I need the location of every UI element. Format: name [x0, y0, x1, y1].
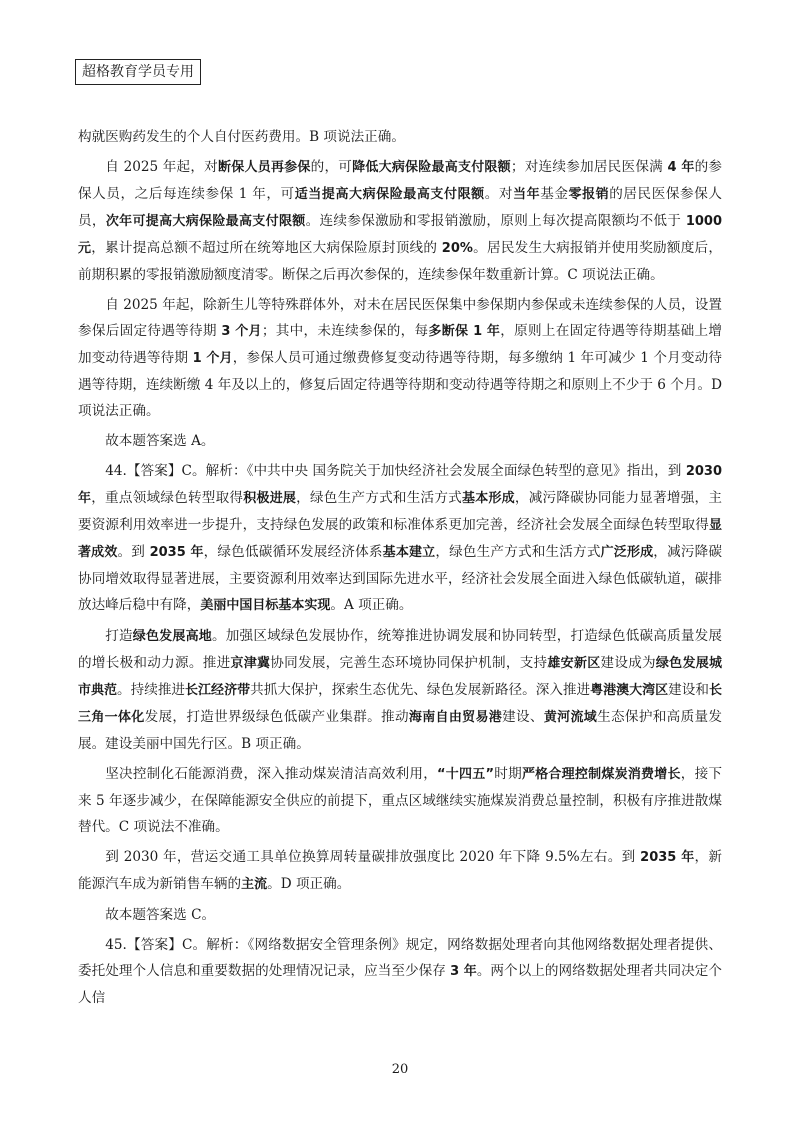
bold-text: 1 个月	[192, 351, 233, 366]
text-run: ，减污降碳协同增效取得显著进展，主要资源利用效率达到国际先进水平，经济社会发展全面进入绿色低碳轨道，碳排放达峰后稳中有降，	[78, 544, 722, 613]
bold-text: 基本形成	[462, 491, 515, 506]
paragraph	[78, 124, 722, 150]
bold-text: 3 个月	[221, 324, 262, 339]
text-run: 自 2025 年起，除新生儿等特殊群体外，对未在居民医保集中参保期内参保或未连续参保的人员，设置参保后固定待遇等待期	[78, 297, 722, 339]
bold-text: 3 年	[450, 964, 477, 979]
text-run: 构就医购药发生的个人自付医药费用。B 项说法正确。	[78, 129, 405, 145]
text-run: 打造	[105, 628, 133, 644]
paragraph	[78, 902, 722, 928]
text-run: ，参保人员可通过缴费修复变动待遇等待期，每多缴纳 1 年可减少 1 个月变动待遇等待期，连续断缴 4 年及以上的，修复后固定待遇等待期和变动待遇等待期之和原则上不少于 6 个月。D 项说法正确。	[78, 350, 722, 419]
text-run: 协同发展，完善生态环境协同保护机制，支持	[270, 655, 548, 671]
paragraph	[78, 154, 722, 288]
bold-text: 绿色发展城市典范	[78, 656, 722, 698]
text-run: 到 2030 年，营运交通工具单位换算周转量碳排放强度比 2020 年下降 9.5%左右。到	[105, 849, 641, 865]
text-run: ；对连续参加居民医保满	[510, 159, 668, 175]
text-run: ，重点领域绿色转型取得	[91, 490, 244, 506]
paragraph	[78, 761, 722, 840]
bold-text: 美丽中国目标基本实现	[200, 598, 331, 613]
document-body	[78, 124, 722, 1015]
text-run: 。持续推进	[117, 682, 186, 698]
paragraph	[78, 844, 722, 898]
text-run: ，绿色低碳循环发展经济体系	[203, 544, 383, 560]
text-run: 共抓大保护，探索生态优先、绿色发展新路径。深入推进	[250, 682, 591, 698]
text-run: ，原则上在固定待遇等待期基础上增加变动待遇等待期	[78, 323, 723, 366]
bold-text: 零报销	[568, 187, 610, 202]
text-run: 。A 项正确。	[330, 597, 413, 613]
text-run: 。加强区域绿色发展协作，统筹推进协调发展和协同转型，打造绿色低碳高质量发展的增长极和动力源。推进	[78, 628, 723, 671]
bold-text: 积极进展	[243, 491, 297, 506]
bold-text: 基本建立	[382, 545, 436, 560]
text-run: 45.【答案】C。解析：《网络数据安全管理条例》规定，网络数据处理者向其他网络数据处理者提供、委托处理个人信息和重要数据的处理情况记录，应当至少保存	[78, 937, 722, 979]
bold-text: 2035 年	[640, 850, 695, 865]
paragraph	[78, 932, 722, 1011]
text-run: 发展，打造世界级绿色低碳产业集群。推动	[144, 709, 409, 725]
text-run: 生态保护和高质量发展。建设美丽中国先行区。B 项正确。	[78, 709, 722, 752]
bold-text: 长江经济带	[185, 683, 251, 698]
text-run: 的，可	[310, 159, 353, 175]
text-run: 。居民发生大病报销并使用奖励额度后，前期积累的零报销激励额度清零。断保之后再次参保的，连续参保年数重新计算。C 项说法正确。	[78, 240, 722, 283]
bold-text: 多断保 1 年	[428, 324, 501, 339]
text-run: ，绿色生产方式和生活方式	[435, 544, 601, 560]
text-run: ，减污降碳协同能力显著增强，主要资源利用效率进一步提升，支持绿色发展的政策和标准体系更加完善，经济社会发展全面绿色转型取得	[78, 490, 722, 533]
text-run: 建设、	[502, 709, 544, 725]
bold-text: 适当提高大病保险最高支付限额	[294, 187, 485, 202]
bold-text: 海南自由贸易港	[408, 710, 503, 725]
text-run: 。到	[117, 544, 150, 560]
text-run: ；其中，未连续参保的，每	[261, 323, 429, 339]
paragraph	[78, 428, 722, 454]
text-run: 。对	[484, 186, 514, 202]
paragraph	[78, 458, 722, 619]
bold-text: 绿色发展高地	[132, 629, 212, 644]
text-run: 坚决控制化石能源消费，深入推动煤炭清洁高效利用，	[105, 766, 438, 782]
bold-text: 4 年	[667, 160, 695, 175]
paragraph	[78, 623, 722, 757]
bold-text: 雄安新区	[547, 656, 601, 671]
bold-text: 2030 年	[78, 464, 722, 506]
text-run: 。两个以上的网络数据处理者共同决定个人信	[78, 963, 722, 1006]
text-run: ，绿色生产方式和生活方式	[296, 490, 462, 506]
bold-text: 次年可提高大病保险最高支付限额	[105, 214, 306, 229]
text-run: ，接下来 5 年逐步减少，在保障能源安全供应的前提下，重点区域继续实施煤炭消费总量控制，积极有序推进散煤替代。C 项说法不准确。	[78, 766, 722, 835]
bold-text: 显著成效	[78, 518, 722, 560]
bold-text: “十四五”	[437, 767, 495, 782]
bold-text: 广泛形成	[600, 545, 654, 560]
bold-text: 粤港澳大湾区	[590, 683, 669, 698]
header-badge: 超格教育学员专用	[75, 59, 201, 85]
text-run: 的参保人员，之后每连续参保 1 年，可	[78, 159, 722, 202]
bold-text: 2035 年	[149, 545, 204, 560]
text-run: 。连续参保激励和零报销激励，原则上每次提高限额均不低于	[305, 213, 686, 229]
text-run: 的居民医保参保人员，	[78, 186, 722, 229]
text-run: 基金	[540, 186, 569, 202]
page-number: 20	[391, 1062, 409, 1077]
bold-text: 1000 元	[78, 214, 722, 256]
text-run: 。D 项正确。	[267, 876, 351, 892]
text-run: 故本题答案选 C。	[105, 907, 216, 923]
bold-text: 降低大病保险最高支付限额	[352, 160, 511, 175]
bold-text: 黄河流域	[543, 710, 598, 725]
text-run: 建设成为	[600, 655, 656, 671]
bold-text: 20%	[441, 241, 473, 256]
bold-text: 严格合理控制煤炭消费增长	[521, 767, 681, 782]
bold-text: 京津冀	[230, 656, 271, 671]
bold-text: 主流	[241, 877, 268, 892]
text-run: 故本题答案选 A。	[105, 433, 215, 449]
bold-text: 断保人员再参保	[218, 160, 311, 175]
text-run: 自 2025 年起，对	[105, 159, 219, 175]
paragraph	[78, 292, 722, 424]
text-run: ，新能源汽车成为新销售车辆的	[78, 849, 722, 892]
text-run: 44.【答案】C。解析：《中共中央 国务院关于加快经济社会发展全面绿色转型的意见》指出，到	[105, 463, 686, 479]
text-run: 时期	[494, 766, 522, 782]
text-run: 建设和	[668, 682, 709, 698]
bold-text: 长三角一体化	[78, 683, 722, 725]
bold-text: 当年	[513, 187, 541, 202]
text-run: ，累计提高总额不超过所在统筹地区大病保险原封顶线的	[91, 240, 442, 256]
